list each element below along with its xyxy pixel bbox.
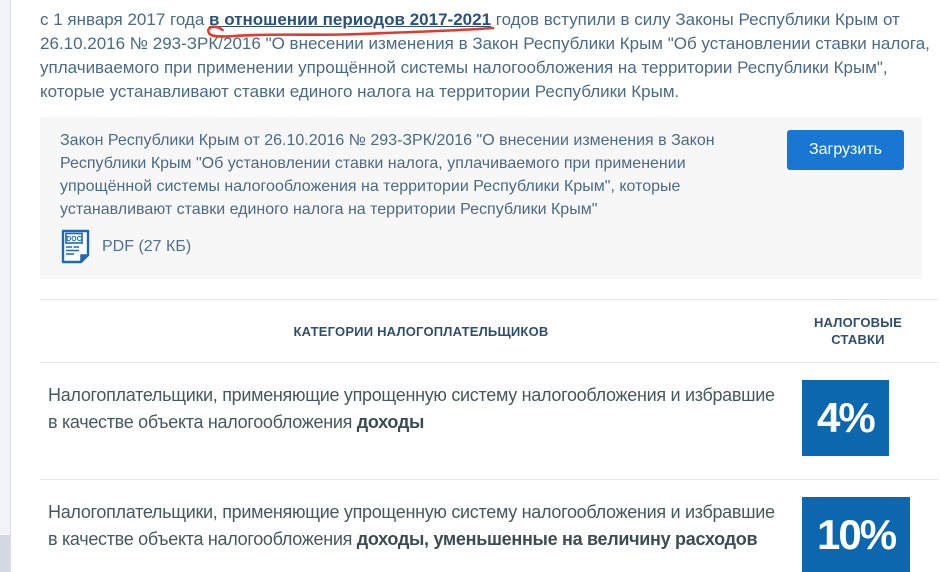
main-content [12,0,940,572]
document-file-icon[interactable] [60,229,92,265]
table-row [40,363,938,479]
intro-text-post: годов вступили в силу Законы Республики Крым от 26.10.2016 № 293-ЗРК/2016 "О внесении изменения в Закон Республики Крым "Об установлении ставки налога, уплачиваемого при применении упрощённой системы налогообложения на территории Республики Крым", которые устанавливают ставки единого налога на территории Республики Крым. [40,10,930,101]
table-header-row [40,299,938,363]
tax-rate-badge: 4% [802,380,889,456]
table-row [40,479,938,572]
svg-text:DOC: DOC [66,236,82,243]
tax-rate-badge: 10% [802,497,910,572]
category-text-regular: Налогоплательщики, применяющие упрощенную систему налогообложения и избравшие в качестве объекта налогообложения [48,385,775,432]
taxpayer-category-text [40,380,802,436]
document-title: Закон Республики Крым от 26.10.2016 № 293-ЗРК/2016 "О внесении изменения в Закон Республики Крым "Об установлении ставки налога, уплачиваемого при применении упрощённой системы налогообложения на территории Республики Крым", которые устанавливают ставки единого налога на территории Республики Крым" [60,132,715,218]
column-header-categories: КАТЕГОРИИ НАЛОГОПЛАТЕЛЬЩИКОВ [293,323,549,339]
page-left-gutter [0,0,11,572]
intro-text-pre: с 1 января 2017 года [40,10,210,29]
download-button[interactable]: Загрузить [787,130,904,170]
category-text-bold: доходы [356,412,425,432]
tax-rates-table [40,299,938,572]
column-header-rates: НАЛОГОВЫЕ СТАВКИ [813,315,903,347]
intro-paragraph [40,8,934,104]
pdf-file-link[interactable]: PDF (27 КБ) [102,238,192,255]
download-card [40,117,922,279]
category-text-regular: Налогоплательщики, применяющие упрощенную систему налогообложения и избравшие в качестве объекта налогообложения [48,502,775,549]
page-left-gutter-bottom [0,535,10,572]
intro-highlight-link[interactable]: в отношении периодов 2017-2021 [209,10,492,29]
category-text-bold: доходы, уменьшенные на величину расходов [356,529,758,549]
taxpayer-category-text [40,497,802,553]
